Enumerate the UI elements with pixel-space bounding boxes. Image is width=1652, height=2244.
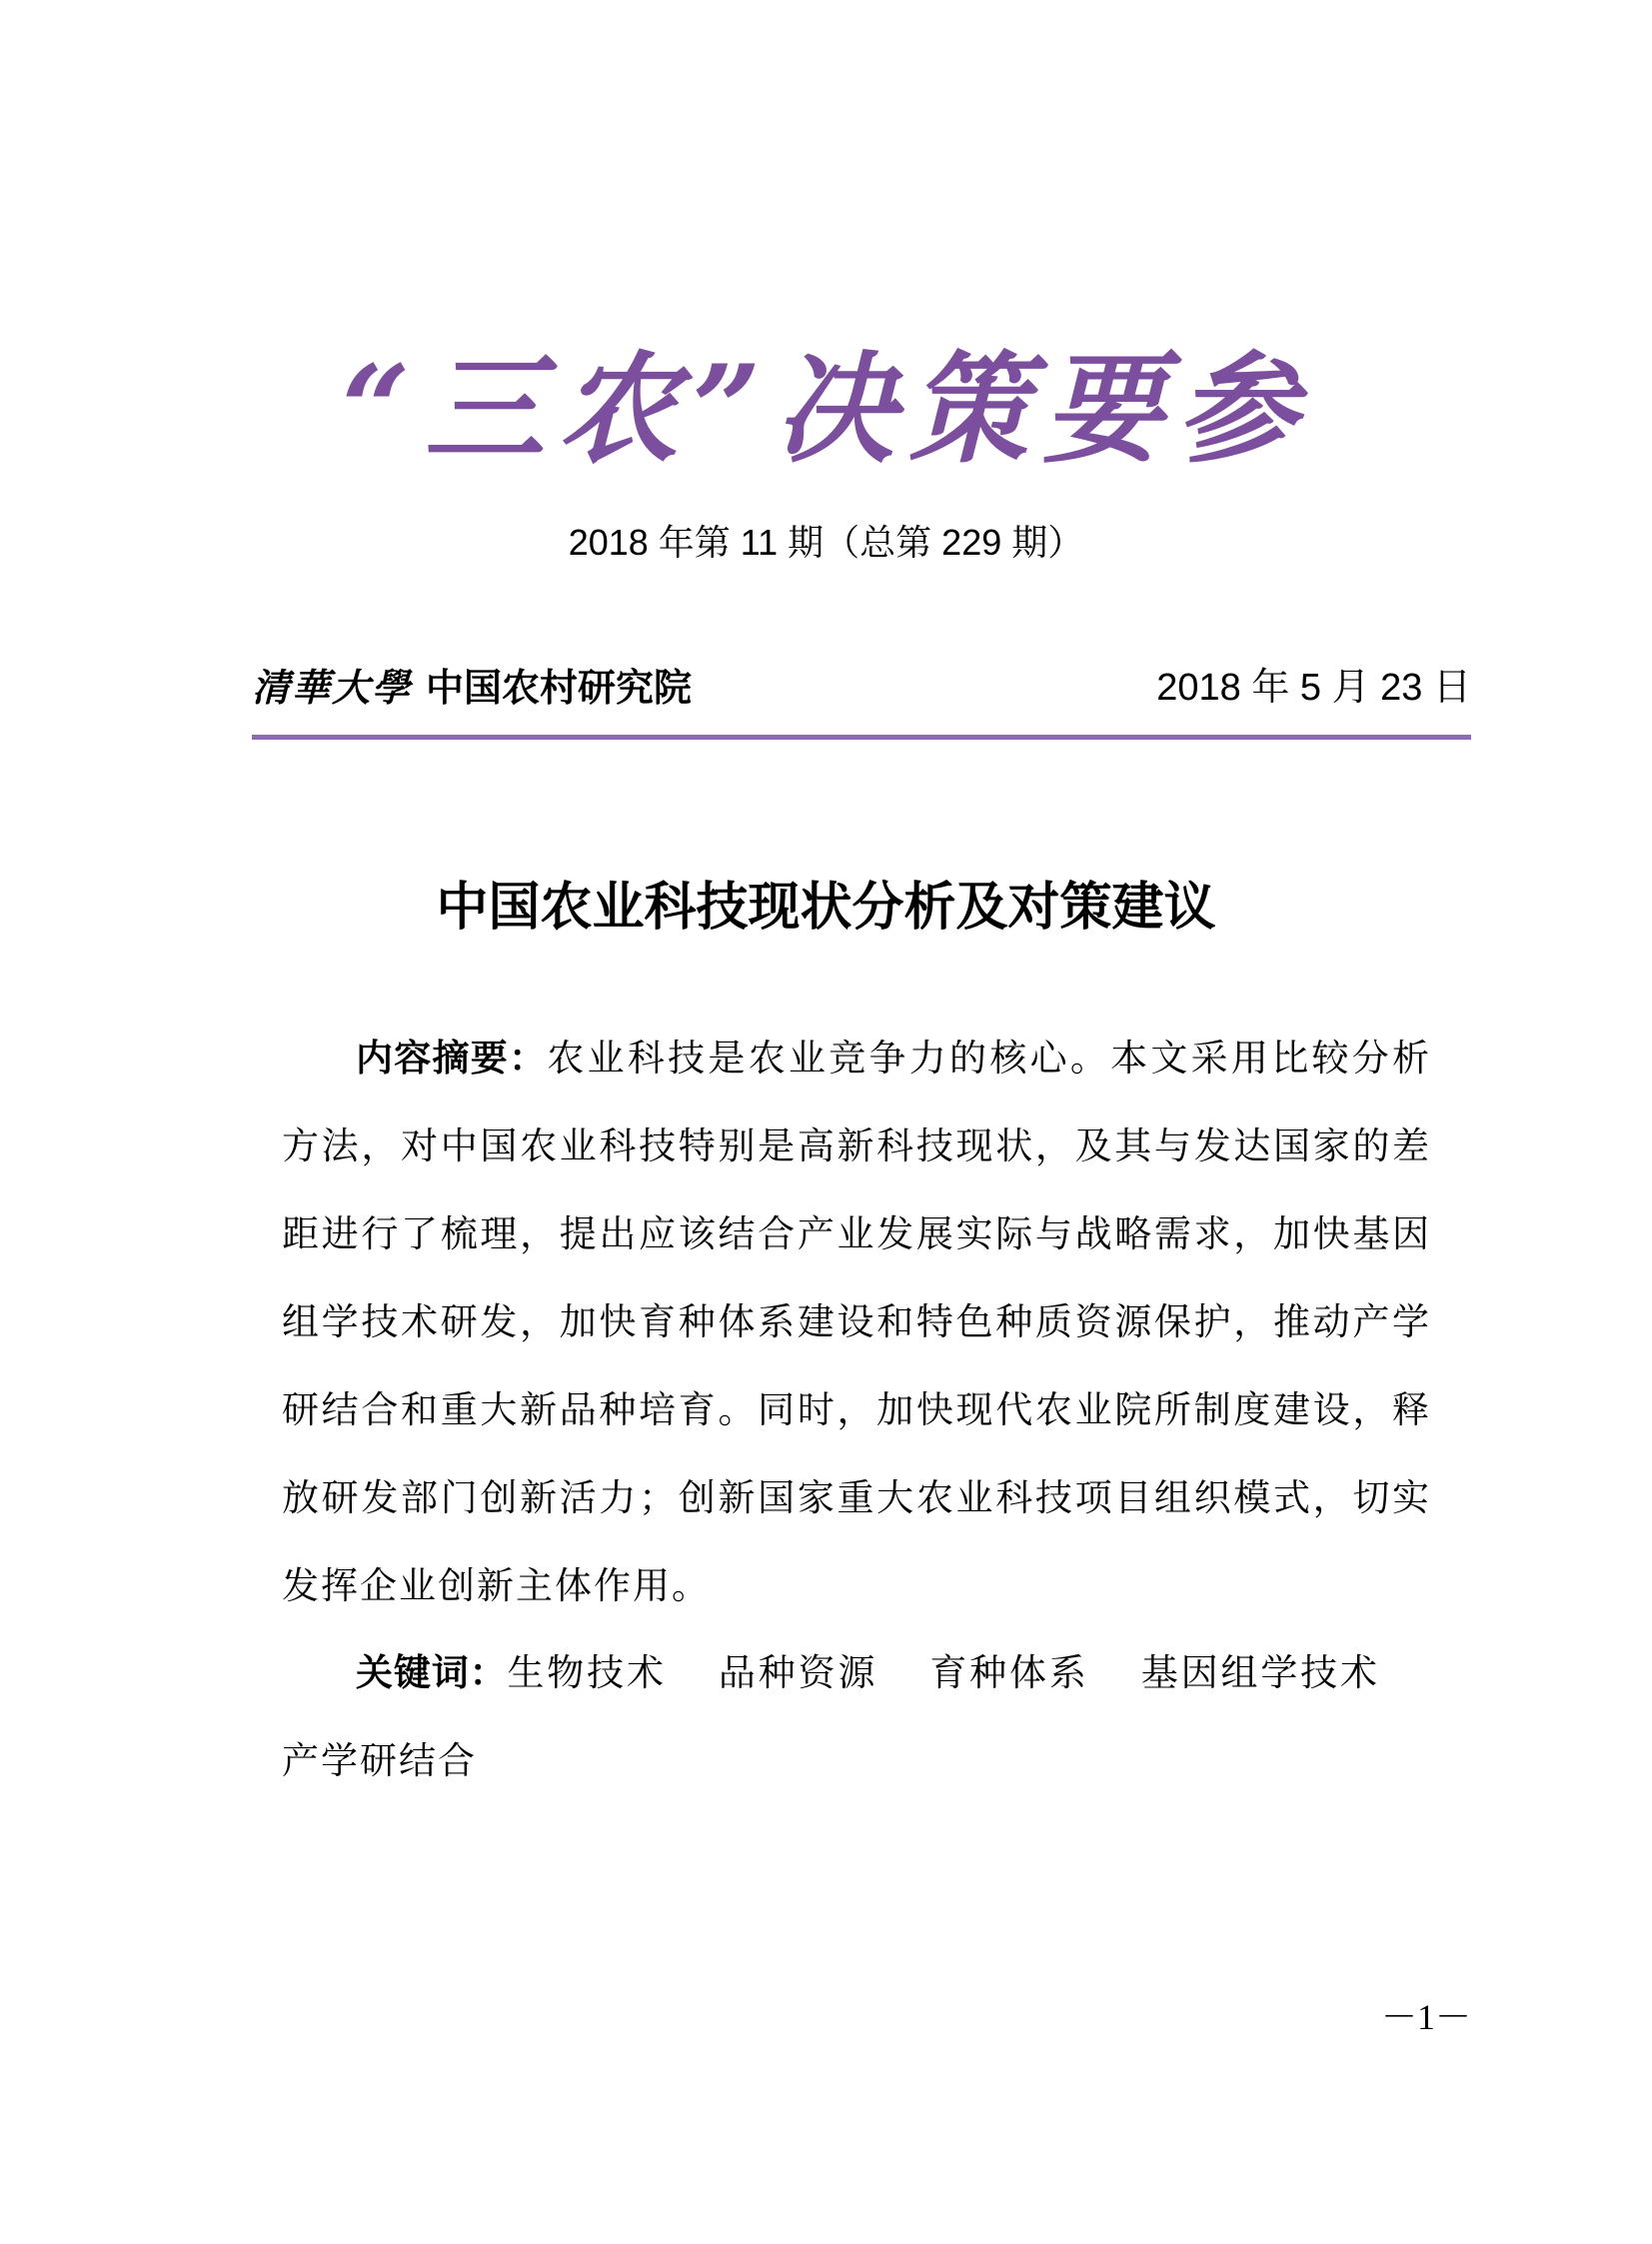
keyword-item: 育种体系 <box>929 1651 1089 1694</box>
keywords-paragraph <box>282 1629 1431 1805</box>
org-line <box>252 658 1471 718</box>
article-title: 中国农业科技现状分析及对策建议 <box>436 878 1216 938</box>
header-divider <box>252 735 1471 740</box>
keyword-item: 基因组学技术 <box>1140 1651 1380 1694</box>
keyword-item: 生物技术 <box>507 1651 667 1694</box>
university-name-logo: 清華大學 <box>252 665 413 710</box>
keyword-item: 产学研结合 <box>282 1739 477 1782</box>
abstract-paragraph <box>282 1015 1431 1630</box>
institute-name: 中国农村研究院 <box>426 666 693 710</box>
abstract-text: 农业科技是农业竞争力的核心。本文采用比较分析方法，对中国农业科技特别是高新科技现状，及其与发达国家的差距进行了梳理，提出应该结合产业发展实际与战略需求，加快基因组学技术研发，加快育种体系建设和特色种质资源保护，推动产学研结合和重大新品种培育。同时，加快现代农业院所制度建设，释放研发部门创新活力；创新国家重大农业科技项目组织模式，切实发挥企业创新主体作用。 <box>282 1037 1432 1607</box>
masthead-title: “三农”决策要参 <box>341 339 1311 480</box>
page-number: －1－ <box>1380 1997 1471 2037</box>
keyword-item: 品种资源 <box>718 1651 878 1694</box>
abstract-label: 内容摘要： <box>356 1037 548 1080</box>
publication-date: 2018 年 5 月 23 日 <box>1156 667 1471 709</box>
organization <box>252 658 692 718</box>
issue-number: 2018 年第 11 期（总第 229 期） <box>568 522 1084 563</box>
keywords-label: 关键词： <box>356 1651 508 1694</box>
